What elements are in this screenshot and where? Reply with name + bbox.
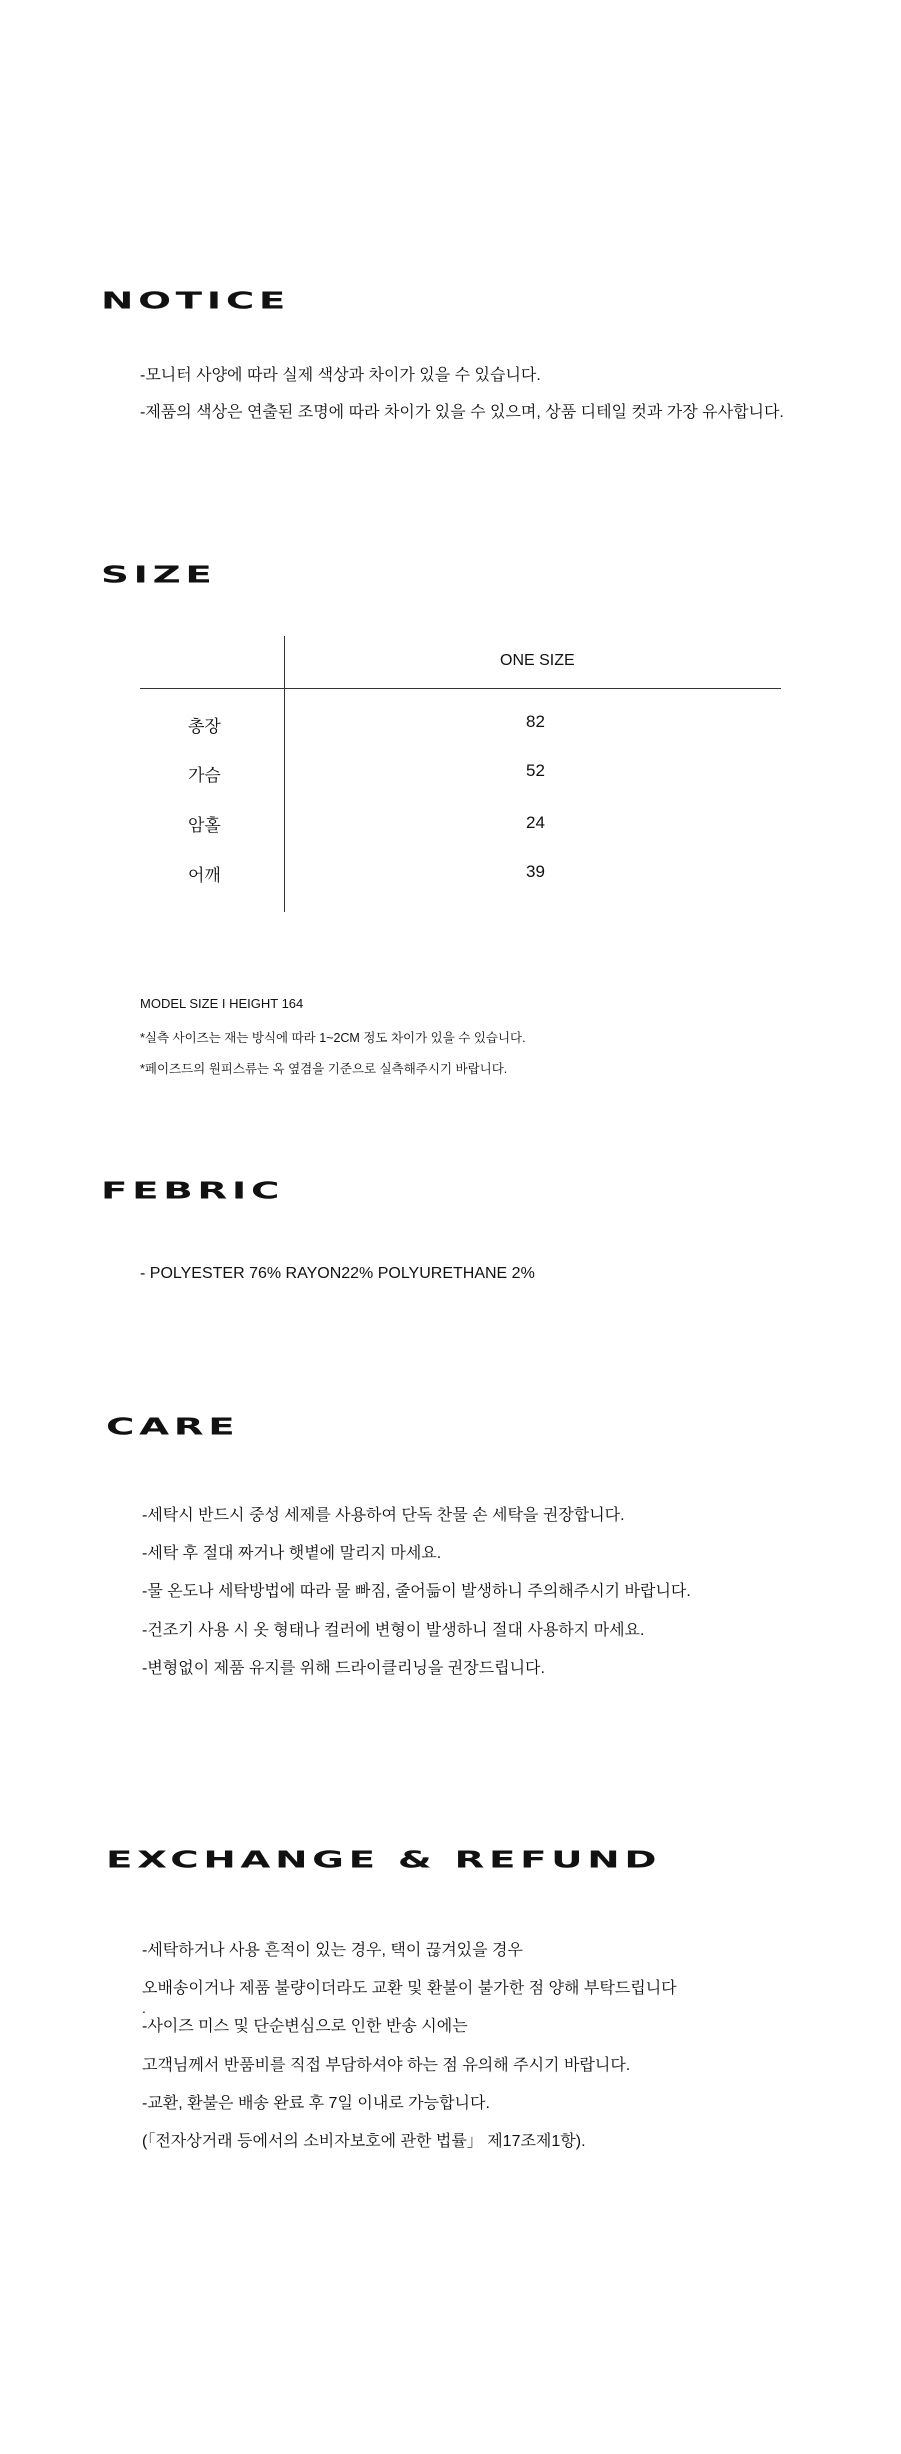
table-row-value: 52 xyxy=(526,761,545,780)
exchange-line-4: 고객님께서 반품비를 직접 부담하셔야 하는 점 유의해 주시기 바랍니다. xyxy=(142,2057,631,2074)
size-note-2: *페이즈드의 원피스류는 옥 옆겸을 기준으로 실측해주시기 바랍니다. xyxy=(140,1062,508,1076)
care-line-1: -세탁시 반드시 중성 세제를 사용하여 단독 찬물 손 세탁을 권장합니다. xyxy=(142,1507,625,1524)
model-size: MODEL SIZE I HEIGHT 164 xyxy=(140,996,304,1011)
size-note-1: *실측 사이즈는 재는 방식에 따라 1~2CM 정도 차이가 있을 수 있습니다. xyxy=(140,1031,526,1045)
table-header-divider xyxy=(140,688,781,689)
care-line-5: -변형없이 제품 유지를 위해 드라이클리닝을 권장드립니다. xyxy=(142,1660,545,1677)
exchange-line-2: 오배송이거나 제품 불량이더라도 교환 및 환불이 불가한 점 양해 부탁드립니다 xyxy=(142,1980,677,1997)
care-title: CARE xyxy=(106,1413,240,1440)
table-row-value: 24 xyxy=(526,813,545,832)
fabric-title: FEBRIC xyxy=(101,1177,285,1204)
care-line-2: -세탁 후 절대 짜거나 햇볕에 말리지 마세요. xyxy=(142,1545,442,1562)
table-row-label: 총장 xyxy=(188,717,221,736)
table-column-header: ONE SIZE xyxy=(500,652,575,669)
stray-dot: . xyxy=(142,2000,146,2016)
table-row-value: 82 xyxy=(526,712,545,731)
exchange-line-5: -교환, 환불은 배송 완료 후 7일 이내로 가능합니다. xyxy=(142,2095,490,2112)
exchange-line-6: (「전자상거래 등에서의 소비자보호에 관한 법률」 제17조제1항). xyxy=(142,2133,586,2150)
table-row-value: 39 xyxy=(526,862,545,881)
exchange-line-3: -사이즈 미스 및 단순변심으로 인한 반송 시에는 xyxy=(142,2018,468,2035)
notice-line-1: -모니터 사양에 따라 실제 색상과 차이가 있을 수 있습니다. xyxy=(140,367,541,384)
care-line-4: -건조기 사용 시 옷 형태나 컬러에 변형이 발생하니 절대 사용하지 마세요. xyxy=(142,1622,645,1639)
table-vertical-divider xyxy=(284,636,285,912)
table-row-label: 암홀 xyxy=(188,816,221,835)
exchange-title: EXCHANGE & REFUND xyxy=(106,1846,662,1873)
notice-line-2: -제품의 색상은 연출된 조명에 따라 차이가 있을 수 있으며, 상품 디테일 컷과 가장 유사합니다. xyxy=(140,404,784,421)
care-line-3: -물 온도나 세탁방법에 따라 물 빠짐, 줄어듦이 발생하니 주의해주시기 바랍니다. xyxy=(142,1583,691,1600)
table-row-label: 가슴 xyxy=(188,766,221,785)
fabric-composition: - POLYESTER 76% RAYON22% POLYURETHANE 2% xyxy=(140,1265,535,1282)
exchange-line-1: -세탁하거나 사용 흔적이 있는 경우, 택이 끊겨있을 경우 xyxy=(142,1942,523,1959)
notice-title: NOTICE xyxy=(101,287,291,314)
size-title: SIZE xyxy=(101,561,217,588)
table-row-label: 어깨 xyxy=(188,866,221,885)
